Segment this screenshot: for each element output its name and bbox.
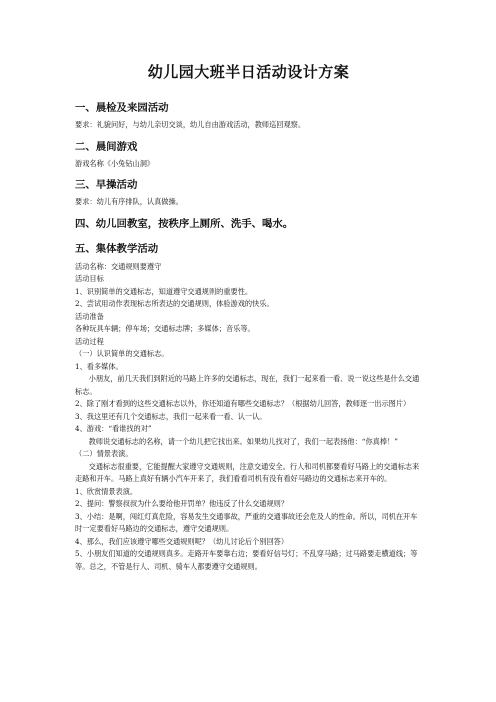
goal-1: 1、识别简单的交通标志，知道遵守交通规则的重要性。 — [75, 286, 253, 296]
scene-intro: 交通标志很重要，它能提醒大家遵守交通规则，注意交通安全。行人和司机都要看好马路上的交通标志来走路和开车。马路上真好有辆小汽车开来了，我们看看司机有没有看好马路边的交通标志来开车的。 — [75, 461, 420, 483]
goal-2: 2、尝试用动作表现标志所表达的交通规则，体验游戏的快乐。 — [75, 299, 274, 308]
page-title: 幼儿园大班半日活动设计方案 — [147, 63, 350, 81]
step-4-detail: 教师说交通标志的名称，请一个幼儿把它找出来。如果幼儿找对了，我们一起表扬他：“你真棒！” — [88, 436, 398, 446]
section-3-heading: 三、早操活动 — [75, 179, 138, 191]
goals-label: 活动目标 — [75, 274, 104, 283]
scene-step-2: 2、提问：警察叔叔为什么要给他开罚单？他违反了什么交通规则？ — [75, 499, 289, 508]
section-5-body — [75, 261, 422, 574]
process-label: 活动过程 — [75, 336, 104, 346]
section-3-body: 要求：幼儿有序排队，认真做操。 — [75, 197, 183, 206]
scene-step-4: 4、那么，我们应该遵守哪些交通规则呢？（幼儿讨论后个别回答） — [75, 536, 289, 546]
step-1: 1、看多媒体。 — [75, 361, 123, 371]
section-5-heading: 五、集体教学活动 — [75, 242, 159, 255]
section-2-heading: 二、晨间游戏 — [75, 140, 138, 153]
section-1-body: 要求：礼貌问好，与幼儿亲切交谈，幼儿自由游戏活动，教师巡回观察。 — [75, 120, 306, 129]
step-3: 3、我这里还有几个交通标志，我们一起来看一看、认一认。 — [75, 411, 267, 421]
section-4-heading: 四、幼儿回教室，按秩序上厕所、洗手、喝水。 — [75, 217, 294, 230]
step-2: 2、除了刚才看到的这些交通标志以外，你还知道有哪些交通标志？（根据幼儿回答，教师逐一出示图片） — [75, 399, 411, 408]
process-part-1: （一）认识简单的交通标志。 — [75, 349, 169, 358]
prep-items: 各种玩具车辆；停车场；交通标志牌；多媒体；音乐等。 — [75, 324, 255, 333]
process-part-2: （二）情景表演。 — [75, 449, 133, 458]
scene-step-3: 3、小结：是啊，闯红灯真危险，容易发生交通事故，严重的交通事故还会危及人的性命。所以，司机在开车时一定要看好马路边的交通标志，遵守交通规则。 — [75, 511, 418, 533]
section-2-body: 游戏名称《小兔钻山洞》 — [75, 158, 155, 168]
scene-step-1: 1、欣赏情景表演。 — [75, 486, 138, 496]
step-4: 4、游戏：“看谁找的对” — [75, 424, 152, 433]
step-1-detail: 小朋友，前几天我们到附近的马路上许多的交通标志，现在，我们一起来看一看、说一说这些是什么交通标志。 — [75, 374, 420, 396]
scene-step-5: 5、小朋友们知道的交通规则真多。走路开车要靠右边；要看好信号灯；不乱穿马路；过马路要走横道线；等等。总之，不管是行人、司机、骑车人都要遵守交通规则。 — [75, 549, 418, 571]
activity-name: 活动名称：交通规则要遵守 — [75, 261, 162, 271]
section-1-heading: 一、晨检及来园活动 — [75, 102, 169, 114]
prep-label: 活动准备 — [75, 311, 104, 321]
